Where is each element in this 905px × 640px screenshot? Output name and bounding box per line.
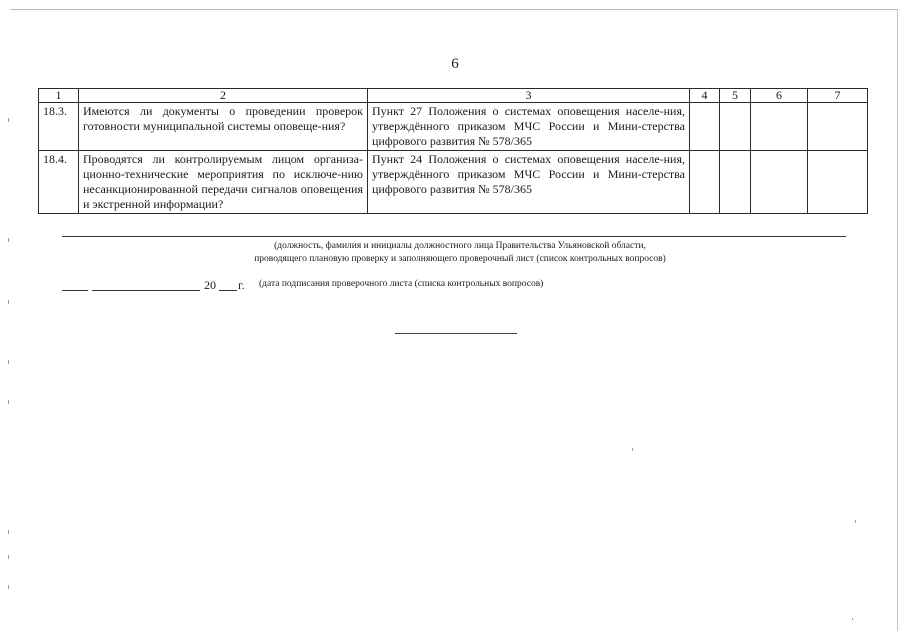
question-cell: Имеются ли документы о проведении проверок готовности муниципальной системы оповеще-ния? <box>79 103 368 151</box>
year-prefix: 20 <box>204 278 216 292</box>
month-blank <box>92 290 200 291</box>
row-number: 18.3. <box>39 103 79 151</box>
scan-speck <box>8 300 9 304</box>
table-row <box>39 151 868 214</box>
end-line <box>395 333 517 334</box>
column-header: 5 <box>720 89 751 103</box>
page-number: 6 <box>451 56 459 72</box>
signature-line <box>62 236 846 237</box>
scan-speck <box>8 400 9 404</box>
cell-col4 <box>690 103 720 151</box>
scan-speck <box>855 520 856 523</box>
table-row <box>39 103 868 151</box>
cell-col5 <box>720 151 751 214</box>
column-header: 3 <box>368 89 690 103</box>
column-header: 7 <box>808 89 868 103</box>
date-caption: (дата подписания проверочного листа (списка контрольных вопросов) <box>259 279 544 289</box>
cell-col7 <box>808 103 868 151</box>
column-header: 6 <box>751 89 808 103</box>
page-border-right <box>897 9 898 631</box>
signature-caption-line2: проводящего плановую проверку и заполняющего проверочный лист (список контрольных вопросов) <box>254 254 666 264</box>
cell-col4 <box>690 151 720 214</box>
column-header: 4 <box>690 89 720 103</box>
page-border-top <box>10 9 898 10</box>
scan-speck <box>8 530 9 534</box>
scan-speck <box>8 118 9 122</box>
scan-speck <box>8 238 9 242</box>
year-suffix: г. <box>238 278 245 292</box>
signature-caption <box>210 240 710 266</box>
cell-col7 <box>808 151 868 214</box>
day-blank <box>62 290 88 291</box>
scan-speck <box>8 360 9 364</box>
cell-col6 <box>751 151 808 214</box>
table-header-row <box>39 89 868 103</box>
reference-cell: Пункт 24 Положения о системах оповещения населе-ния, утверждённого приказом МЧС России и Мини-стерства цифрового развития № 578/365 <box>368 151 690 214</box>
signature-caption-line1: (должность, фамилия и инициалы должностного лица Правительства Ульяновской области, <box>274 241 646 251</box>
cell-col6 <box>751 103 808 151</box>
year-blank <box>219 290 237 291</box>
scan-speck <box>8 585 9 589</box>
cell-col5 <box>720 103 751 151</box>
checklist-table <box>38 88 868 214</box>
question-cell: Проводятся ли контролируемым лицом организа-ционно-технические мероприятия по исключе-нию несанкционированной передачи сигналов оповещения и экстренной информации? <box>79 151 368 214</box>
scan-speck <box>632 448 633 451</box>
reference-cell: Пункт 27 Положения о системах оповещения населе-ния, утверждённого приказом МЧС России и Мини-стерства цифрового развития № 578/365 <box>368 103 690 151</box>
column-header: 2 <box>79 89 368 103</box>
scan-speck <box>852 618 853 620</box>
row-number: 18.4. <box>39 151 79 214</box>
column-header: 1 <box>39 89 79 103</box>
scan-speck <box>8 555 9 559</box>
